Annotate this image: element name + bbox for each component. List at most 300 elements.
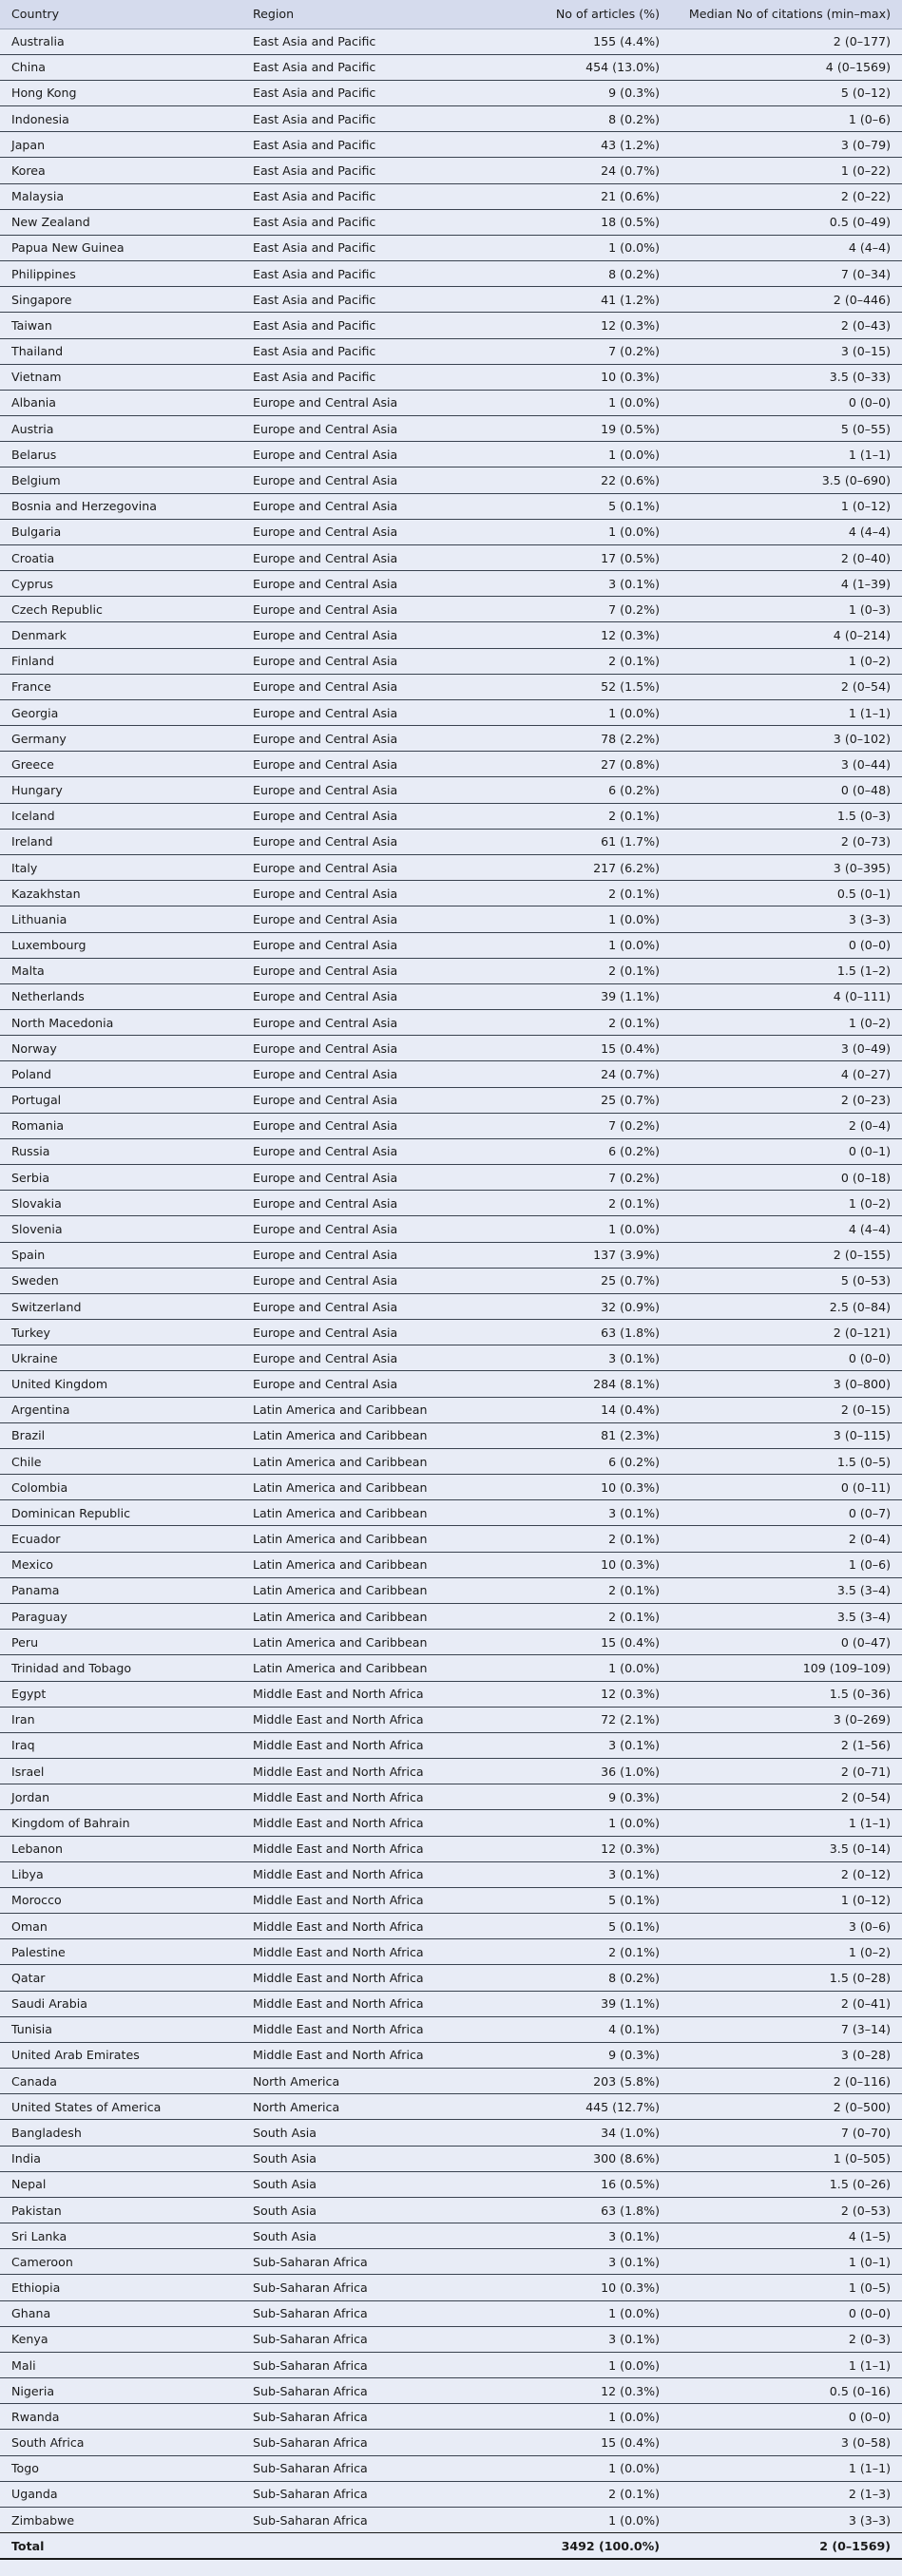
region-cell [241, 2533, 504, 2559]
table-row [0, 1603, 902, 1629]
articles-cell: 5 (0.1%) [504, 1914, 671, 1939]
articles-cell: 5 (0.1%) [504, 493, 671, 519]
articles-cell: 2 (0.1%) [504, 648, 671, 674]
header-country: Country [0, 0, 241, 29]
table-row [0, 2378, 902, 2404]
articles-cell: 6 (0.2%) [504, 777, 671, 803]
region-cell: Sub-Saharan Africa [241, 2508, 504, 2533]
articles-cell: 15 (0.4%) [504, 1036, 671, 1061]
country-cell: Nepal [0, 2171, 241, 2197]
table-row [0, 544, 902, 570]
country-cell: Thailand [0, 338, 241, 364]
median-citations-cell: 3 (0–102) [671, 726, 902, 752]
table-row [0, 1526, 902, 1552]
articles-cell: 17 (0.5%) [504, 544, 671, 570]
table-row [0, 1010, 902, 1036]
country-cell: Iran [0, 1707, 241, 1732]
articles-cell: 10 (0.3%) [504, 364, 671, 390]
articles-cell: 9 (0.3%) [504, 80, 671, 105]
table-row [0, 777, 902, 803]
region-cell: Europe and Central Asia [241, 1371, 504, 1397]
median-citations-cell: 1 (1–1) [671, 2352, 902, 2377]
articles-cell: 12 (0.3%) [504, 2378, 671, 2404]
country-cell: Greece [0, 752, 241, 777]
region-cell: South Asia [241, 2120, 504, 2146]
median-citations-cell: 0 (0–0) [671, 2404, 902, 2430]
table-row [0, 1138, 902, 1164]
articles-cell: 1 (0.0%) [504, 2300, 671, 2326]
region-cell: East Asia and Pacific [241, 29, 504, 54]
table-row [0, 2197, 902, 2223]
median-citations-cell: 1 (0–3) [671, 597, 902, 622]
region-cell: East Asia and Pacific [241, 54, 504, 80]
table-row [0, 1397, 902, 1422]
median-citations-cell: 0 (0–0) [671, 1345, 902, 1371]
region-cell: Europe and Central Asia [241, 648, 504, 674]
country-cell: Japan [0, 132, 241, 158]
table-row [0, 2455, 902, 2481]
country-cell: Colombia [0, 1475, 241, 1500]
articles-cell: 1 (0.0%) [504, 906, 671, 932]
country-cell: Bangladesh [0, 2120, 241, 2146]
region-cell: Europe and Central Asia [241, 1216, 504, 1242]
table-row [0, 2120, 902, 2146]
region-cell: Europe and Central Asia [241, 622, 504, 648]
country-cell: Trinidad and Tobago [0, 1655, 241, 1681]
region-cell: Europe and Central Asia [241, 1345, 504, 1371]
region-cell: South Asia [241, 2197, 504, 2223]
median-citations-cell: 4 (1–39) [671, 571, 902, 597]
median-citations-cell: 7 (0–34) [671, 261, 902, 287]
articles-cell: 1 (0.0%) [504, 390, 671, 415]
articles-cell: 7 (0.2%) [504, 338, 671, 364]
table-row [0, 158, 902, 183]
table-row [0, 2326, 902, 2352]
region-cell: Latin America and Caribbean [241, 1475, 504, 1500]
articles-cell: 7 (0.2%) [504, 1165, 671, 1191]
region-cell: Middle East and North Africa [241, 1707, 504, 1732]
table-row [0, 106, 902, 132]
country-cell: Canada [0, 2069, 241, 2094]
country-cell: Norway [0, 1036, 241, 1061]
table-row [0, 2146, 902, 2171]
table-row [0, 1577, 902, 1603]
median-citations-cell: 1 (1–1) [671, 2455, 902, 2481]
country-cell: Kenya [0, 2326, 241, 2352]
table-row [0, 1939, 902, 1965]
median-citations-cell: 3 (3–3) [671, 2508, 902, 2533]
articles-cell: 27 (0.8%) [504, 752, 671, 777]
median-citations-cell: 3 (0–44) [671, 752, 902, 777]
region-cell: South Asia [241, 2223, 504, 2249]
table-row [0, 209, 902, 235]
articles-cell: 4 (0.1%) [504, 2016, 671, 2042]
table-row [0, 1320, 902, 1345]
table-row [0, 493, 902, 519]
median-citations-cell: 2 (0–22) [671, 183, 902, 209]
table-row [0, 2275, 902, 2300]
country-cell: Singapore [0, 287, 241, 313]
country-cell: Turkey [0, 1320, 241, 1345]
articles-cell: 1 (0.0%) [504, 1655, 671, 1681]
median-citations-cell: 1.5 (1–2) [671, 958, 902, 983]
region-cell: Europe and Central Asia [241, 829, 504, 854]
country-cell: Sri Lanka [0, 2223, 241, 2249]
region-cell: Sub-Saharan Africa [241, 2352, 504, 2377]
region-cell: Europe and Central Asia [241, 1320, 504, 1345]
articles-cell: 1 (0.0%) [504, 2508, 671, 2533]
region-cell: East Asia and Pacific [241, 80, 504, 105]
region-cell: Europe and Central Asia [241, 855, 504, 881]
table-row [0, 2404, 902, 2430]
country-cell: Togo [0, 2455, 241, 2481]
median-citations-cell: 2 (0–121) [671, 1320, 902, 1345]
median-citations-cell: 2 (0–1569) [671, 2533, 902, 2559]
articles-cell: 18 (0.5%) [504, 209, 671, 235]
median-citations-cell: 2 (0–177) [671, 29, 902, 54]
table-row [0, 313, 902, 338]
articles-cell: 1 (0.0%) [504, 932, 671, 958]
region-cell: Europe and Central Asia [241, 467, 504, 493]
table-row [0, 1422, 902, 1448]
articles-cell: 61 (1.7%) [504, 829, 671, 854]
median-citations-cell: 3.5 (3–4) [671, 1603, 902, 1629]
median-citations-cell: 0.5 (0–16) [671, 2378, 902, 2404]
country-cell: South Africa [0, 2430, 241, 2455]
median-citations-cell: 1 (0–22) [671, 158, 902, 183]
country-cell: Sweden [0, 1268, 241, 1293]
median-citations-cell: 3 (0–28) [671, 2042, 902, 2068]
median-citations-cell: 3.5 (0–690) [671, 467, 902, 493]
region-cell: Sub-Saharan Africa [241, 2430, 504, 2455]
table-row [0, 881, 902, 906]
table-row [0, 906, 902, 932]
header-median-citations: Median No of citations (min–max) [671, 0, 902, 29]
median-citations-cell: 2 (1–3) [671, 2481, 902, 2507]
region-cell: Latin America and Caribbean [241, 1448, 504, 1474]
region-cell: Europe and Central Asia [241, 699, 504, 725]
country-cell: Austria [0, 416, 241, 442]
articles-cell: 1 (0.0%) [504, 519, 671, 544]
articles-cell: 2 (0.1%) [504, 1526, 671, 1552]
region-cell: Europe and Central Asia [241, 519, 504, 544]
region-cell: Europe and Central Asia [241, 544, 504, 570]
articles-cell: 63 (1.8%) [504, 2197, 671, 2223]
table-row [0, 1448, 902, 1474]
region-cell: Europe and Central Asia [241, 752, 504, 777]
country-cell: Australia [0, 29, 241, 54]
region-cell: Latin America and Caribbean [241, 1526, 504, 1552]
region-cell: Middle East and North Africa [241, 1759, 504, 1784]
country-cell: Peru [0, 1630, 241, 1655]
region-cell: Europe and Central Asia [241, 1293, 504, 1319]
region-cell: Europe and Central Asia [241, 1087, 504, 1113]
table-row [0, 1293, 902, 1319]
table-row [0, 2508, 902, 2533]
region-cell: Latin America and Caribbean [241, 1500, 504, 1526]
median-citations-cell: 3 (0–6) [671, 1914, 902, 1939]
articles-cell: 1 (0.0%) [504, 235, 671, 260]
region-cell: South Asia [241, 2171, 504, 2197]
country-cell: Georgia [0, 699, 241, 725]
country-cell: Mali [0, 2352, 241, 2377]
region-cell: Middle East and North Africa [241, 1732, 504, 1758]
table-row [0, 1113, 902, 1138]
country-cell: Oman [0, 1914, 241, 1939]
articles-cell: 1 (0.0%) [504, 1810, 671, 1836]
articles-cell: 63 (1.8%) [504, 1320, 671, 1345]
country-cell: Bosnia and Herzegovina [0, 493, 241, 519]
articles-cell: 2 (0.1%) [504, 1577, 671, 1603]
country-cell: Papua New Guinea [0, 235, 241, 260]
articles-cell: 300 (8.6%) [504, 2146, 671, 2171]
articles-cell: 137 (3.9%) [504, 1242, 671, 1268]
region-cell: Middle East and North Africa [241, 1965, 504, 1991]
articles-cell: 12 (0.3%) [504, 1836, 671, 1861]
table-row [0, 1707, 902, 1732]
region-cell: Sub-Saharan Africa [241, 2275, 504, 2300]
country-cell: Rwanda [0, 2404, 241, 2430]
region-cell: Europe and Central Asia [241, 881, 504, 906]
articles-cell: 1 (0.0%) [504, 442, 671, 467]
country-cell: Israel [0, 1759, 241, 1784]
country-cell: Denmark [0, 622, 241, 648]
region-cell: Europe and Central Asia [241, 1138, 504, 1164]
country-cell: Ghana [0, 2300, 241, 2326]
table-row [0, 1914, 902, 1939]
table-row [0, 1991, 902, 2016]
table-row [0, 2069, 902, 2094]
region-cell: East Asia and Pacific [241, 235, 504, 260]
country-cell: Nigeria [0, 2378, 241, 2404]
table-row [0, 2171, 902, 2197]
country-cell: North Macedonia [0, 1010, 241, 1036]
articles-cell: 2 (0.1%) [504, 803, 671, 829]
header-region: Region [241, 0, 504, 29]
articles-cell: 5 (0.1%) [504, 1887, 671, 1913]
median-citations-cell: 0 (0–11) [671, 1475, 902, 1500]
country-cell: Mexico [0, 1552, 241, 1577]
country-cell: Romania [0, 1113, 241, 1138]
country-cell: Total [0, 2533, 241, 2559]
header-articles: No of articles (%) [504, 0, 671, 29]
country-cell: Portugal [0, 1087, 241, 1113]
median-citations-cell: 2 (0–15) [671, 1397, 902, 1422]
articles-cell: 6 (0.2%) [504, 1448, 671, 1474]
articles-cell: 81 (2.3%) [504, 1422, 671, 1448]
country-cell: Indonesia [0, 106, 241, 132]
articles-cell: 2 (0.1%) [504, 1939, 671, 1965]
articles-cell: 52 (1.5%) [504, 674, 671, 699]
median-citations-cell: 0 (0–1) [671, 1138, 902, 1164]
articles-cell: 36 (1.0%) [504, 1759, 671, 1784]
articles-cell: 8 (0.2%) [504, 261, 671, 287]
region-cell: Middle East and North Africa [241, 2042, 504, 2068]
median-citations-cell: 1 (0–12) [671, 1887, 902, 1913]
articles-cell: 8 (0.2%) [504, 1965, 671, 1991]
articles-cell: 203 (5.8%) [504, 2069, 671, 2094]
country-cell: Zimbabwe [0, 2508, 241, 2533]
median-citations-cell: 3.5 (0–33) [671, 364, 902, 390]
country-cell: Germany [0, 726, 241, 752]
articles-cell: 155 (4.4%) [504, 29, 671, 54]
median-citations-cell: 4 (1–5) [671, 2223, 902, 2249]
articles-cell: 10 (0.3%) [504, 1552, 671, 1577]
region-cell: Europe and Central Asia [241, 1113, 504, 1138]
median-citations-cell: 4 (0–111) [671, 983, 902, 1009]
table-row [0, 390, 902, 415]
region-cell: Middle East and North Africa [241, 1836, 504, 1861]
table-row [0, 235, 902, 260]
median-citations-cell: 3 (0–15) [671, 338, 902, 364]
median-citations-cell: 5 (0–12) [671, 80, 902, 105]
country-cell: Chile [0, 1448, 241, 1474]
median-citations-cell: 2 (0–116) [671, 2069, 902, 2094]
region-cell: North America [241, 2094, 504, 2120]
region-cell: East Asia and Pacific [241, 364, 504, 390]
median-citations-cell: 3.5 (3–4) [671, 1577, 902, 1603]
country-cell: Jordan [0, 1784, 241, 1810]
median-citations-cell: 2 (0–41) [671, 1991, 902, 2016]
table-row [0, 364, 902, 390]
median-citations-cell: 1 (0–6) [671, 106, 902, 132]
table-row [0, 674, 902, 699]
table-row [0, 2094, 902, 2120]
table-row [0, 1836, 902, 1861]
region-cell: Europe and Central Asia [241, 571, 504, 597]
region-cell: Europe and Central Asia [241, 597, 504, 622]
articles-cell: 2 (0.1%) [504, 958, 671, 983]
country-cell: Kingdom of Bahrain [0, 1810, 241, 1836]
articles-cell: 15 (0.4%) [504, 1630, 671, 1655]
country-cell: Tunisia [0, 2016, 241, 2042]
table-row [0, 1681, 902, 1707]
median-citations-cell: 4 (0–1569) [671, 54, 902, 80]
country-cell: Serbia [0, 1165, 241, 1191]
articles-cell: 1 (0.0%) [504, 2404, 671, 2430]
region-cell: Sub-Saharan Africa [241, 2249, 504, 2275]
articles-cell: 16 (0.5%) [504, 2171, 671, 2197]
country-cell: India [0, 2146, 241, 2171]
region-cell: Sub-Saharan Africa [241, 2378, 504, 2404]
region-cell: Europe and Central Asia [241, 390, 504, 415]
articles-cell: 24 (0.7%) [504, 158, 671, 183]
median-citations-cell: 2 (0–446) [671, 287, 902, 313]
country-cell: Albania [0, 390, 241, 415]
articles-cell: 19 (0.5%) [504, 416, 671, 442]
country-cell: United Kingdom [0, 1371, 241, 1397]
articles-cell: 12 (0.3%) [504, 622, 671, 648]
country-cell: Pakistan [0, 2197, 241, 2223]
articles-cell: 25 (0.7%) [504, 1268, 671, 1293]
region-cell: Sub-Saharan Africa [241, 2455, 504, 2481]
table-row [0, 2300, 902, 2326]
region-cell: Middle East and North Africa [241, 1914, 504, 1939]
country-cell: Egypt [0, 1681, 241, 1707]
median-citations-cell: 3 (0–800) [671, 1371, 902, 1397]
articles-cell: 9 (0.3%) [504, 1784, 671, 1810]
articles-cell: 2 (0.1%) [504, 1191, 671, 1216]
country-cell: Ethiopia [0, 2275, 241, 2300]
articles-cell: 3 (0.1%) [504, 571, 671, 597]
articles-cell: 1 (0.0%) [504, 2352, 671, 2377]
table-row [0, 442, 902, 467]
articles-cell: 2 (0.1%) [504, 881, 671, 906]
country-cell: Taiwan [0, 313, 241, 338]
articles-cell: 2 (0.1%) [504, 1010, 671, 1036]
table-row [0, 1475, 902, 1500]
articles-cell: 1 (0.0%) [504, 1216, 671, 1242]
table-row [0, 1500, 902, 1526]
articles-cell: 445 (12.7%) [504, 2094, 671, 2120]
median-citations-cell: 1 (0–5) [671, 2275, 902, 2300]
region-cell: Europe and Central Asia [241, 1268, 504, 1293]
median-citations-cell: 1.5 (0–3) [671, 803, 902, 829]
country-cell: United States of America [0, 2094, 241, 2120]
median-citations-cell: 2 (0–43) [671, 313, 902, 338]
median-citations-cell: 0.5 (0–49) [671, 209, 902, 235]
region-cell: East Asia and Pacific [241, 158, 504, 183]
articles-cell: 14 (0.4%) [504, 1397, 671, 1422]
table-row [0, 1861, 902, 1887]
median-citations-cell: 5 (0–53) [671, 1268, 902, 1293]
table-row [0, 1242, 902, 1268]
country-cell: Palestine [0, 1939, 241, 1965]
median-citations-cell: 3 (0–49) [671, 1036, 902, 1061]
median-citations-cell: 3 (0–269) [671, 1707, 902, 1732]
country-cell: Qatar [0, 1965, 241, 1991]
region-cell: Europe and Central Asia [241, 1242, 504, 1268]
country-cell: Belarus [0, 442, 241, 467]
table-row [0, 1061, 902, 1087]
articles-cell: 72 (2.1%) [504, 1707, 671, 1732]
articles-cell: 1 (0.0%) [504, 2455, 671, 2481]
median-citations-cell: 1 (0–6) [671, 1552, 902, 1577]
articles-cell: 6 (0.2%) [504, 1138, 671, 1164]
table-row [0, 597, 902, 622]
table-row [0, 648, 902, 674]
table-body [0, 29, 902, 2559]
region-cell: Europe and Central Asia [241, 1191, 504, 1216]
country-cell: Ukraine [0, 1345, 241, 1371]
table-row [0, 287, 902, 313]
articles-cell: 3 (0.1%) [504, 2223, 671, 2249]
region-cell: Europe and Central Asia [241, 1010, 504, 1036]
table-row [0, 2042, 902, 2068]
table-row [0, 2430, 902, 2455]
table-row [0, 1345, 902, 1371]
table-row [0, 803, 902, 829]
median-citations-cell: 1 (1–1) [671, 1810, 902, 1836]
country-cell: Czech Republic [0, 597, 241, 622]
median-citations-cell: 0 (0–0) [671, 2300, 902, 2326]
country-cell: United Arab Emirates [0, 2042, 241, 2068]
country-cell: Lithuania [0, 906, 241, 932]
table-row [0, 699, 902, 725]
country-cell: Slovakia [0, 1191, 241, 1216]
articles-cell: 78 (2.2%) [504, 726, 671, 752]
country-cell: France [0, 674, 241, 699]
region-cell: Sub-Saharan Africa [241, 2300, 504, 2326]
country-cell: Brazil [0, 1422, 241, 1448]
country-cell: Malta [0, 958, 241, 983]
table-row [0, 983, 902, 1009]
country-cell: Russia [0, 1138, 241, 1164]
table-row [0, 1371, 902, 1397]
table-row [0, 1759, 902, 1784]
country-cell: Panama [0, 1577, 241, 1603]
articles-cell: 12 (0.3%) [504, 313, 671, 338]
